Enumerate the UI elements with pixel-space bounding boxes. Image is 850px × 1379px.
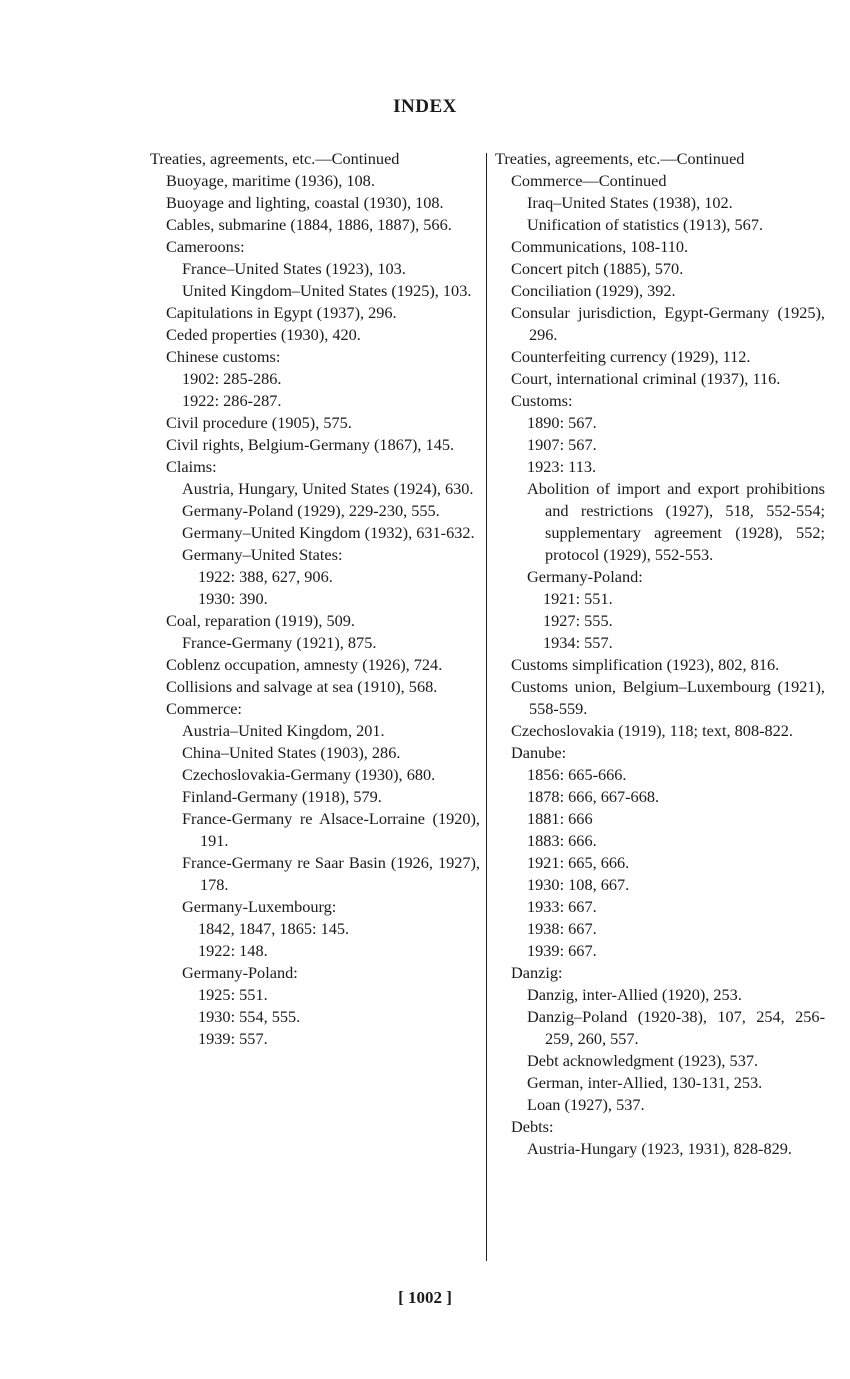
- index-entry: Ceded properties (1930), 420.: [166, 325, 361, 344]
- index-entry: United Kingdom–United States (1925), 103.: [182, 281, 472, 300]
- index-entry: 1925: 551.: [198, 985, 268, 1004]
- index-entry: Civil procedure (1905), 575.: [166, 413, 352, 432]
- index-entry: Czechoslovakia-Germany (1930), 680.: [182, 765, 436, 784]
- index-entry: Treaties, agreements, etc.—Continued: [150, 149, 400, 168]
- index-entry: Loan (1927), 537.: [527, 1095, 645, 1114]
- index-column-right: [495, 148, 825, 1160]
- index-entry: Debts:: [511, 1117, 554, 1136]
- index-entry: Danzig–Poland (1920-38), 107, 254, 256-259, 260, 557.: [527, 1007, 825, 1048]
- index-entry: France-Germany (1921), 875.: [182, 633, 377, 652]
- index-entry: Germany-Luxembourg:: [182, 897, 337, 916]
- index-entry: Iraq–United States (1938), 102.: [527, 193, 733, 212]
- index-entry: Germany-Poland:: [182, 963, 298, 982]
- index-column-left: [150, 148, 480, 1050]
- index-entry: German, inter-Allied, 130-131, 253.: [527, 1073, 763, 1092]
- index-entry: Collisions and salvage at sea (1910), 568.: [166, 677, 438, 696]
- index-entry: Civil rights, Belgium-Germany (1867), 145.: [166, 435, 455, 454]
- index-entry: 1842, 1847, 1865: 145.: [198, 919, 350, 938]
- index-entry: 1923: 113.: [527, 457, 597, 476]
- index-entry: Coblenz occupation, amnesty (1926), 724.: [166, 655, 443, 674]
- index-entry: Austria-Hungary (1923, 1931), 828-829.: [527, 1139, 792, 1158]
- index-entry: 1907: 567.: [527, 435, 597, 454]
- index-entry: France-Germany re Alsace-Lorraine (1920), 191.: [182, 809, 480, 850]
- index-entry: 1939: 557.: [198, 1029, 268, 1048]
- page-title: INDEX: [393, 96, 457, 117]
- index-entry: 1902: 285-286.: [182, 369, 282, 388]
- index-entry: Concert pitch (1885), 570.: [511, 259, 684, 278]
- index-entry: Germany–United Kingdom (1932), 631-632.: [182, 523, 475, 542]
- index-entry: Counterfeiting currency (1929), 112.: [511, 347, 751, 366]
- index-entry: 1927: 555.: [543, 611, 613, 630]
- index-entry: China–United States (1903), 286.: [182, 743, 401, 762]
- index-entry: Treaties, agreements, etc.—Continued: [495, 149, 745, 168]
- index-entry: 1921: 551.: [543, 589, 613, 608]
- index-entry: 1878: 666, 667-668.: [527, 787, 660, 806]
- index-entry: France–United States (1923), 103.: [182, 259, 406, 278]
- index-entry: Finland-Germany (1918), 579.: [182, 787, 382, 806]
- index-entry: Germany-Poland (1929), 229-230, 555.: [182, 501, 440, 520]
- index-entry: Danzig:: [511, 963, 563, 982]
- index-entry: Claims:: [166, 457, 217, 476]
- index-entry: 1890: 567.: [527, 413, 597, 432]
- index-entry: 1922: 286-287.: [182, 391, 282, 410]
- index-entry: Cameroons:: [166, 237, 245, 256]
- index-entry: Customs union, Belgium–Luxembourg (1921), 558-559.: [511, 677, 825, 718]
- index-entry: 1921: 665, 666.: [527, 853, 630, 872]
- column-divider: [486, 153, 487, 1261]
- index-entry: Czechoslovakia (1919), 118; text, 808-822.: [511, 721, 793, 740]
- index-entry: 1933: 667.: [527, 897, 597, 916]
- index-entry: Chinese customs:: [166, 347, 281, 366]
- index-entry: Commerce—Continued: [511, 171, 667, 190]
- index-entry: 1930: 390.: [198, 589, 268, 608]
- index-entry: Coal, reparation (1919), 509.: [166, 611, 355, 630]
- index-entry: Buoyage, maritime (1936), 108.: [166, 171, 375, 190]
- index-entry: Buoyage and lighting, coastal (1930), 108.: [166, 193, 444, 212]
- page-number: [ 1002 ]: [398, 1288, 452, 1307]
- index-entry: Abolition of import and export prohibitions and restrictions (1927), 518, 552-554; supplementary agreement (1928), 552; protocol (1929), 552-553.: [527, 479, 825, 564]
- index-entry: Austria, Hungary, United States (1924), 630.: [182, 479, 474, 498]
- index-entry: 1939: 667.: [527, 941, 597, 960]
- index-entry: France-Germany re Saar Basin (1926, 1927), 178.: [182, 853, 480, 894]
- index-entry: Unification of statistics (1913), 567.: [527, 215, 764, 234]
- index-entry: Cables, submarine (1884, 1886, 1887), 566.: [166, 215, 452, 234]
- index-entry: Consular jurisdiction, Egypt-Germany (1925), 296.: [511, 303, 825, 344]
- index-entry: 1883: 666.: [527, 831, 597, 850]
- index-entry: Germany–United States:: [182, 545, 343, 564]
- index-entry: Customs:: [511, 391, 573, 410]
- index-entry: Debt acknowledgment (1923), 537.: [527, 1051, 759, 1070]
- index-entry: Danube:: [511, 743, 567, 762]
- index-entry: Germany-Poland:: [527, 567, 643, 586]
- index-entry: 1922: 388, 627, 906.: [198, 567, 333, 586]
- index-entry: Communications, 108-110.: [511, 237, 689, 256]
- index-entry: 1881: 666: [527, 809, 593, 828]
- index-entry: Commerce:: [166, 699, 242, 718]
- index-entry: 1938: 667.: [527, 919, 597, 938]
- index-entry: 1934: 557.: [543, 633, 613, 652]
- index-entry: Austria–United Kingdom, 201.: [182, 721, 385, 740]
- index-entry: 1922: 148.: [198, 941, 268, 960]
- index-entry: 1856: 665-666.: [527, 765, 627, 784]
- index-entry: Court, international criminal (1937), 116.: [511, 369, 781, 388]
- index-entry: 1930: 554, 555.: [198, 1007, 301, 1026]
- index-entry: Danzig, inter-Allied (1920), 253.: [527, 985, 742, 1004]
- index-entry: Conciliation (1929), 392.: [511, 281, 676, 300]
- index-entry: Capitulations in Egypt (1937), 296.: [166, 303, 397, 322]
- index-entry: Customs simplification (1923), 802, 816.: [511, 655, 780, 674]
- index-entry: 1930: 108, 667.: [527, 875, 630, 894]
